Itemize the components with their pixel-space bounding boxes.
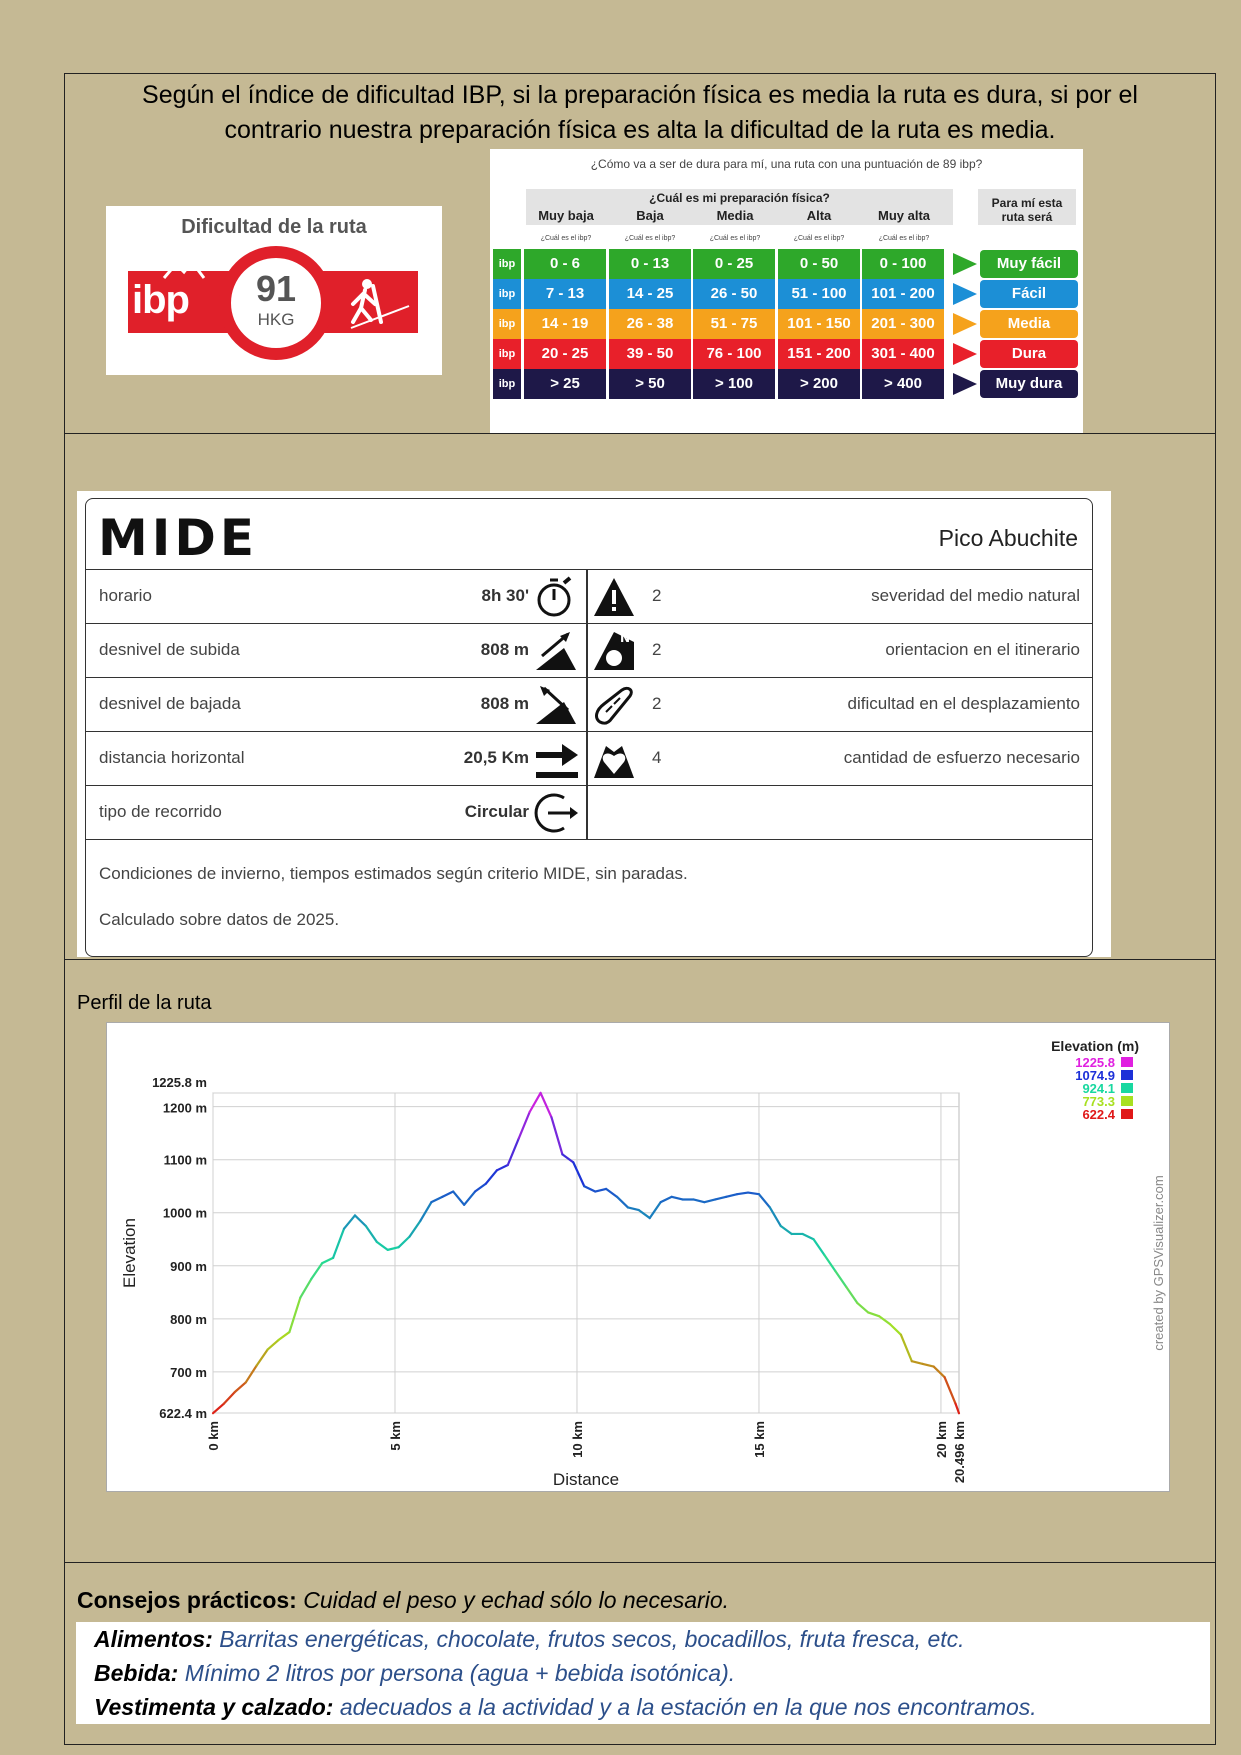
- intro-line-1: Según el índice de dificultad IBP, si la preparación física es media la ruta es dura, si por el: [142, 81, 1138, 109]
- ibp-range-cell: 0 - 6: [524, 249, 606, 279]
- x-axis-label: Distance: [552, 1470, 620, 1489]
- ibp-tag: ibp: [493, 339, 521, 369]
- credit-text: created by GPSVisualizer.com: [1151, 1175, 1166, 1351]
- ibp-row: [493, 249, 1080, 279]
- level-muy-alta: Muy alta: [877, 208, 930, 223]
- result-header-line-1: Para mí esta: [991, 196, 1063, 210]
- legend-swatch: [1121, 1083, 1133, 1093]
- warning-icon: [592, 576, 636, 618]
- level-media: Media: [716, 208, 754, 223]
- profile-heading: Perfil de la ruta: [77, 992, 212, 1014]
- plot-area: [213, 1093, 959, 1413]
- tips-heading: [77, 1587, 729, 1614]
- section-divider: [65, 433, 1215, 434]
- circular-route-icon: [534, 792, 578, 834]
- legend-swatch: [1121, 1096, 1133, 1106]
- mide-description: cantidad de esfuerzo necesario: [843, 748, 1080, 767]
- mide-value: 20,5 Km: [463, 748, 529, 767]
- arrow-icon: [953, 283, 977, 305]
- section-divider: [65, 959, 1215, 960]
- ibp-range-cell: 20 - 25: [524, 339, 606, 369]
- mide-label: tipo de recorrido: [99, 802, 222, 821]
- y-tick-label: 1100 m: [163, 1152, 207, 1168]
- x-tick-label: 20.496 km: [952, 1421, 967, 1484]
- ibp-range-cell: 0 - 13: [609, 249, 691, 279]
- elevation-chart-svg: [107, 1023, 1169, 1491]
- horizontal-distance-icon: [534, 738, 578, 780]
- ibp-range-cell: 39 - 50: [609, 339, 691, 369]
- tip-value: Mínimo 2 litros por persona (agua + bebida isotónica).: [184, 1660, 736, 1686]
- tip-alimentos: [94, 1626, 965, 1653]
- section-divider: [65, 1562, 1215, 1563]
- tip-label: Bebida:: [94, 1660, 179, 1686]
- y-tick-label: 800 m: [170, 1311, 207, 1327]
- mide-value: 8h 30': [481, 586, 529, 605]
- svg-text:N: N: [620, 631, 631, 645]
- ibp-result: Muy dura: [980, 370, 1078, 398]
- mide-value: 808 m: [480, 694, 529, 713]
- tips-text: Cuidad el peso y echad sólo lo necesario.: [303, 1587, 730, 1613]
- ibp-range-cell: 7 - 13: [524, 279, 606, 309]
- column-divider: [586, 732, 588, 786]
- arrow-icon: [953, 343, 977, 365]
- mide-description: dificultad en el desplazamiento: [847, 694, 1080, 713]
- legend-label: 773.3: [1082, 1094, 1115, 1109]
- mide-note-1: Condiciones de invierno, tiempos estimados según criterio MIDE, sin paradas.: [99, 864, 688, 883]
- column-divider: [586, 624, 588, 678]
- level-muy-baja: Muy baja: [538, 208, 594, 223]
- mide-card: [77, 491, 1111, 957]
- mide-row-tipo: [86, 785, 1092, 840]
- ibp-result: Media: [980, 310, 1078, 338]
- route-name: Pico Abuchite: [938, 525, 1078, 551]
- ibp-tag: ibp: [493, 279, 521, 309]
- tip-label: Alimentos:: [94, 1626, 213, 1652]
- x-tick-label: 15 km: [751, 1421, 767, 1458]
- document-frame: [64, 73, 1216, 1745]
- level-alta: Alta: [806, 208, 832, 223]
- y-tick-label: 900 m: [170, 1258, 207, 1274]
- column-divider: [586, 786, 588, 840]
- mide-label: horario: [99, 586, 152, 605]
- mide-logo: MIDE: [98, 509, 259, 567]
- x-tick-label: 0 km: [206, 1421, 221, 1451]
- ibp-range-cell: > 400: [862, 369, 944, 399]
- ibp-range-cell: 14 - 19: [524, 309, 606, 339]
- hiker-icon: [341, 276, 411, 330]
- arrow-icon: [953, 313, 977, 335]
- tips-list: [76, 1622, 1210, 1724]
- ibp-range-cell: > 200: [778, 369, 860, 399]
- y-tick-label: 1225.8 m: [152, 1075, 207, 1090]
- x-tick-label: 20 km: [933, 1421, 949, 1458]
- ibp-score: 91: [255, 268, 297, 309]
- ibp-range-cell: 101 - 150: [778, 309, 860, 339]
- level-sublabel: ¿Cuál es el ibp?: [878, 235, 930, 242]
- ibp-result: Muy fácil: [980, 250, 1078, 278]
- ibp-range-cell: > 25: [524, 369, 606, 399]
- ibp-row: [493, 279, 1080, 309]
- mide-label: distancia horizontal: [99, 748, 245, 767]
- ibp-range-cell: 0 - 50: [778, 249, 860, 279]
- score-circle: [219, 246, 333, 360]
- ibp-tag: ibp: [493, 309, 521, 339]
- y-axis-label: Elevation: [120, 1218, 139, 1288]
- tip-value: Barritas energéticas, chocolate, frutos secos, bocadillos, fruta fresca, etc.: [219, 1626, 965, 1652]
- mide-description: orientacion en el itinerario: [885, 640, 1080, 659]
- mide-value: 808 m: [480, 640, 529, 659]
- table-header: ¿Cuál es mi preparación física?: [649, 191, 830, 205]
- arrow-icon: [953, 253, 977, 275]
- tip-vestimenta: [94, 1694, 1037, 1721]
- legend-label: 1225.8: [1075, 1055, 1115, 1070]
- mide-row-horario: [86, 569, 1092, 624]
- tip-bebida: [94, 1660, 735, 1687]
- tip-label: Vestimenta y calzado:: [94, 1694, 334, 1720]
- stopwatch-icon: [534, 576, 578, 618]
- legend-title: Elevation (m): [1051, 1038, 1139, 1054]
- mountain-icon: [162, 260, 206, 280]
- level-sublabel: ¿Cuál es el ibp?: [709, 235, 761, 242]
- ibp-range-cell: 0 - 25: [693, 249, 775, 279]
- ibp-badge: [106, 206, 442, 375]
- ascent-icon: [534, 630, 578, 672]
- mide-score: 2: [652, 694, 662, 713]
- ibp-range-cell: 51 - 75: [693, 309, 775, 339]
- mide-score: 2: [652, 586, 662, 605]
- y-tick-label: 700 m: [170, 1364, 207, 1380]
- ibp-range-cell: 0 - 100: [862, 249, 944, 279]
- badge-title: Dificultad de la ruta: [181, 216, 367, 238]
- level-sublabel: ¿Cuál es el ibp?: [624, 235, 676, 242]
- ibp-range-cell: 26 - 38: [609, 309, 691, 339]
- level-sublabel: ¿Cuál es el ibp?: [540, 235, 592, 242]
- ibp-result: Dura: [980, 340, 1078, 368]
- descent-icon: [534, 684, 578, 726]
- legend-swatch: [1121, 1109, 1133, 1119]
- legend-label: 924.1: [1082, 1081, 1115, 1096]
- ibp-result: Fácil: [980, 280, 1078, 308]
- y-tick-label: 622.4 m: [159, 1406, 207, 1421]
- mide-label: desnivel de subida: [99, 640, 240, 659]
- mide-description: severidad del medio natural: [871, 586, 1080, 605]
- ibp-range-cell: 151 - 200: [778, 339, 860, 369]
- boot-sole-icon: [592, 684, 636, 726]
- table-question: ¿Cómo va a ser de dura para mí, una ruta con una puntuación de 89 ibp?: [590, 157, 983, 171]
- y-tick-label: 1000 m: [162, 1205, 207, 1221]
- mide-score: 4: [652, 748, 662, 767]
- mide-row-distancia: [86, 731, 1092, 786]
- ibp-range-cell: > 50: [609, 369, 691, 399]
- ibp-range-cell: 26 - 50: [693, 279, 775, 309]
- ibp-row: [493, 309, 1080, 339]
- level-baja: Baja: [636, 208, 664, 223]
- column-divider: [586, 570, 588, 624]
- legend-swatch: [1121, 1070, 1133, 1080]
- result-header-line-2: ruta será: [1001, 210, 1053, 224]
- elevation-chart: [106, 1022, 1170, 1492]
- mide-row-desnivel-bajada: [86, 677, 1092, 732]
- effort-heart-icon: [592, 738, 636, 780]
- intro-line-2: contrario nuestra preparación física es alta la dificultad de la ruta es media.: [224, 116, 1056, 144]
- ibp-range-cell: > 100: [693, 369, 775, 399]
- x-tick-label: 10 km: [569, 1421, 585, 1458]
- ibp-range-cell: 76 - 100: [693, 339, 775, 369]
- mide-notes: [86, 839, 1092, 956]
- ibp-range-cell: 101 - 200: [862, 279, 944, 309]
- mide-box: [85, 498, 1093, 957]
- ibp-difficulty-table: [490, 149, 1083, 433]
- mide-label: desnivel de bajada: [99, 694, 241, 713]
- mide-note-2: Calculado sobre datos de 2025.: [99, 910, 340, 929]
- ibp-logo: ibp: [132, 278, 189, 322]
- tips-title: Consejos prácticos:: [77, 1587, 297, 1613]
- ibp-range-cell: 14 - 25: [609, 279, 691, 309]
- ibp-tag: ibp: [493, 369, 521, 399]
- ibp-row: [493, 339, 1080, 369]
- tip-value: adecuados a la actividad y a la estación en la que nos encontramos.: [339, 1694, 1037, 1720]
- level-sublabel: ¿Cuál es el ibp?: [793, 235, 845, 242]
- ibp-range-cell: 51 - 100: [778, 279, 860, 309]
- ibp-range-cell: 201 - 300: [862, 309, 944, 339]
- compass-orientation-icon: [592, 630, 636, 672]
- legend-label: 1074.9: [1075, 1068, 1115, 1083]
- arrow-icon: [953, 373, 977, 395]
- ibp-code: HKG: [257, 310, 295, 329]
- legend-swatch: [1121, 1057, 1133, 1067]
- result-header: [978, 196, 1076, 224]
- y-tick-label: 1200 m: [162, 1100, 207, 1116]
- mide-row-desnivel-subida: [86, 623, 1092, 678]
- ibp-row: [493, 369, 1080, 399]
- mide-value: Circular: [464, 802, 529, 821]
- x-tick-label: 5 km: [387, 1421, 403, 1451]
- ibp-intro-text: [85, 78, 1195, 148]
- mide-score: 2: [652, 640, 662, 659]
- legend-label: 622.4: [1082, 1107, 1115, 1122]
- ibp-range-cell: 301 - 400: [862, 339, 944, 369]
- column-divider: [586, 678, 588, 732]
- ibp-tag: ibp: [493, 249, 521, 279]
